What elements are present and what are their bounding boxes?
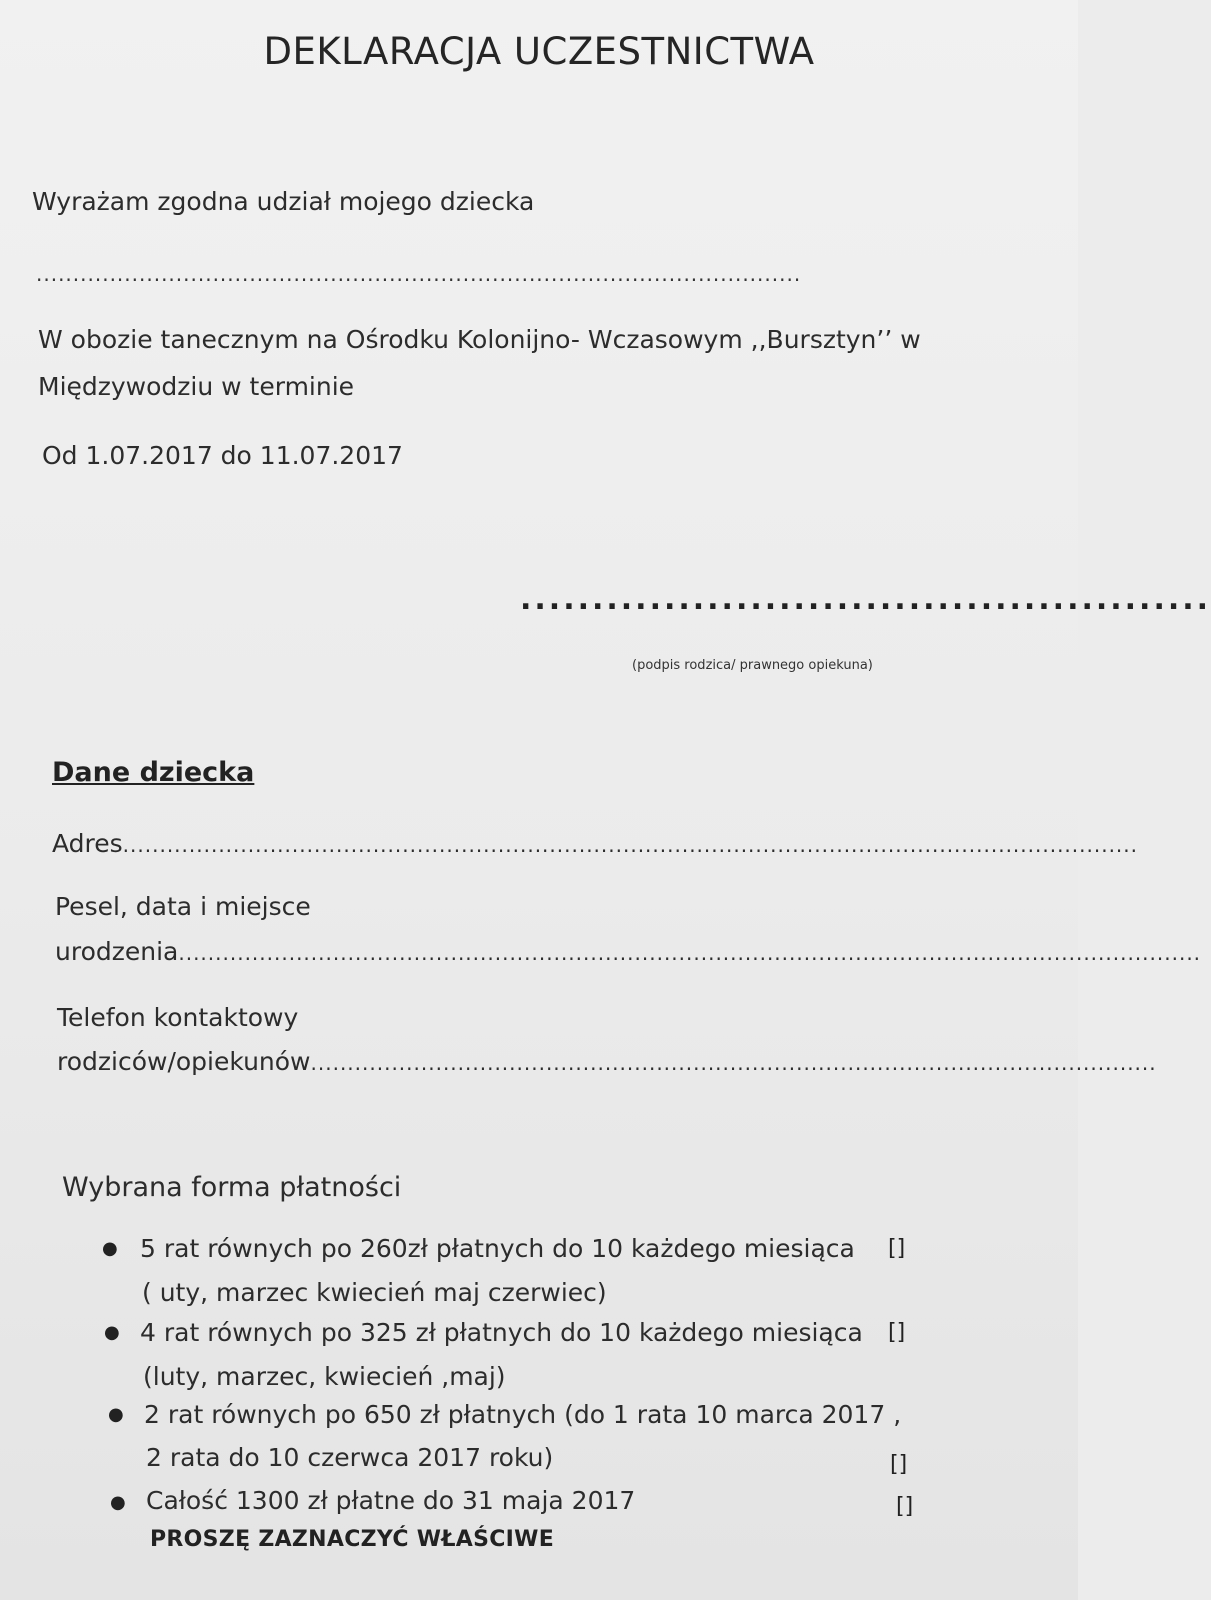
pesel-row[interactable] <box>55 937 1202 966</box>
child-data-heading: Dane dziecka <box>52 757 255 788</box>
signature-caption: (podpis rodzica/ prawnego opiekuna) <box>632 658 873 673</box>
bullet-icon: ● <box>108 1404 124 1425</box>
pesel-field[interactable]: ........................................................................................................................................... <box>178 941 1202 965</box>
bullet-icon: ● <box>104 1322 120 1343</box>
child-name-field[interactable]: ........................................................................................................ <box>36 262 802 286</box>
address-row[interactable] <box>52 829 1138 858</box>
payment-option-3-line-1: 2 rat równych po 650 zł płatnych (do 1 rata 10 marca 2017 , <box>144 1400 902 1429</box>
payment-heading: Wybrana forma płatności <box>62 1172 402 1203</box>
phone-label-line-2: rodziców/opiekunów <box>57 1047 311 1076</box>
payment-option-2-line-2: (luty, marzec, kwiecień ,maj) <box>143 1362 506 1391</box>
payment-option-2-line-1: 4 rat równych po 325 zł płatnych do 10 każdego miesiąca <box>140 1318 863 1347</box>
consent-line: Wyrażam zgodna udział mojego dziecka <box>32 187 535 216</box>
address-field[interactable]: .......................................................................................................................................... <box>122 833 1138 857</box>
payment-option-4-checkbox[interactable]: [] <box>896 1494 914 1519</box>
payment-option-3-checkbox[interactable]: [] <box>890 1452 908 1477</box>
camp-description-line-1: W obozie tanecznym na Ośrodku Kolonijno- Wczasowym ,,Bursztyn’’ w <box>38 325 921 354</box>
pesel-label-line-2: urodzenia <box>55 937 179 966</box>
address-label: Adres <box>52 829 123 858</box>
signature-field[interactable]: ................................................ <box>520 582 1211 617</box>
payment-option-2-checkbox[interactable]: [] <box>888 1320 906 1345</box>
please-mark-instruction: PROSZĘ ZAZNACZYĆ WŁAŚCIWE <box>150 1527 555 1552</box>
phone-row[interactable] <box>57 1047 1157 1076</box>
payment-option-4-line-1: Całość 1300 zł płatne do 31 maja 2017 <box>146 1486 636 1515</box>
payment-option-1-line-1: 5 rat równych po 260zł płatnych do 10 każdego miesiąca <box>140 1234 855 1263</box>
bullet-icon: ● <box>110 1492 126 1513</box>
payment-option-1-line-2: ( uty, marzec kwiecień maj czerwiec) <box>142 1278 607 1307</box>
pesel-label-line-1: Pesel, data i miejsce <box>55 892 311 921</box>
camp-description-line-2: Międzywodziu w terminie <box>38 372 355 401</box>
camp-dates: Od 1.07.2017 do 11.07.2017 <box>42 441 403 470</box>
bullet-icon: ● <box>102 1238 118 1259</box>
document-title: DEKLARACJA UCZESTNICTWA <box>263 30 815 73</box>
payment-option-1-checkbox[interactable]: [] <box>888 1236 906 1261</box>
phone-field[interactable]: ................................................................................................................... <box>310 1051 1157 1075</box>
phone-label-line-1: Telefon kontaktowy <box>57 1003 299 1032</box>
payment-option-3-line-2: 2 rata do 10 czerwca 2017 roku) <box>146 1443 554 1472</box>
